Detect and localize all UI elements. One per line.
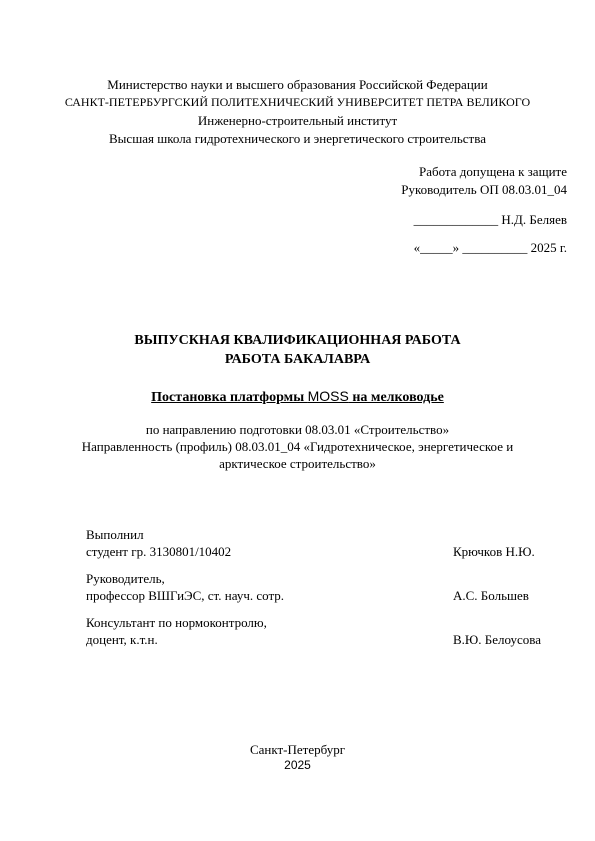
supervisor-role-row [86,571,566,588]
topic-part-3: на мелководье [348,390,444,405]
supervisor-role-1: Руководитель, [86,571,165,586]
approval-date: «_____» __________ 2025 г. [413,240,567,255]
work-type-line: ВЫПУСКНАЯ КВАЛИФИКАЦИОННАЯ РАБОТА [134,333,461,348]
consultant-role-1: Консультант по нормоконтролю, [86,615,267,630]
work-title [0,332,595,370]
ministry-line: Министерство науки и высшего образования Российской Федерации [107,77,488,92]
university-line: САНКТ-ПЕТЕРБУРГСКИЙ ПОЛИТЕХНИЧЕСКИЙ УНИВЕРСИТЕТ ПЕТРА ВЕЛИКОГО [64,95,531,109]
approval-block [267,164,567,258]
topic-part-1: Постановка платформы [151,390,308,405]
author-name: Крючков Н.Ю. [453,544,535,559]
author-role-row [86,527,566,544]
consultant-role-row [86,615,566,632]
school-line: Высшая школа гидротехнического и энергетического строительства [109,131,486,146]
city: Санкт-Петербург [249,742,346,757]
supervisor-role-2: профессор ВШГиЭС, ст. науч. сотр. [86,588,285,603]
supervisor-row [86,588,566,605]
organization-header [0,77,595,149]
approval-signature: _____________ Н.Д. Беляев [413,212,567,227]
year: 2025 [284,758,311,772]
supervisor-name: А.С. Большев [453,588,529,603]
work-degree-line: РАБОТА БАКАЛАВРА [224,352,371,367]
topic-title [0,387,595,407]
consultant-name: В.Ю. Белоусова [453,632,542,647]
approval-head: Руководитель ОП 08.03.01_04 [401,182,567,197]
author-role-1: Выполнил [86,527,144,542]
institute-line: Инженерно-строительный институт [197,113,398,128]
consultant-role-2: доцент, к.т.н. [86,632,158,647]
direction-line-2: Направленность (профиль) 08.03.01_04 «Гидротехническое, энергетическое и [81,439,514,454]
approval-admitted: Работа допущена к защите [418,164,567,179]
people-block [86,527,566,649]
direction-line-1: по направлению подготовки 08.03.01 «Строительство» [145,422,450,437]
consultant-row [86,632,566,649]
topic-part-2: MOSS [307,388,349,404]
direction-block [0,422,595,473]
footer-block [0,742,595,774]
author-role-2: студент гр. 3130801/10402 [86,544,232,559]
author-row [86,544,566,561]
direction-line-3: арктическое строительство» [219,456,376,471]
